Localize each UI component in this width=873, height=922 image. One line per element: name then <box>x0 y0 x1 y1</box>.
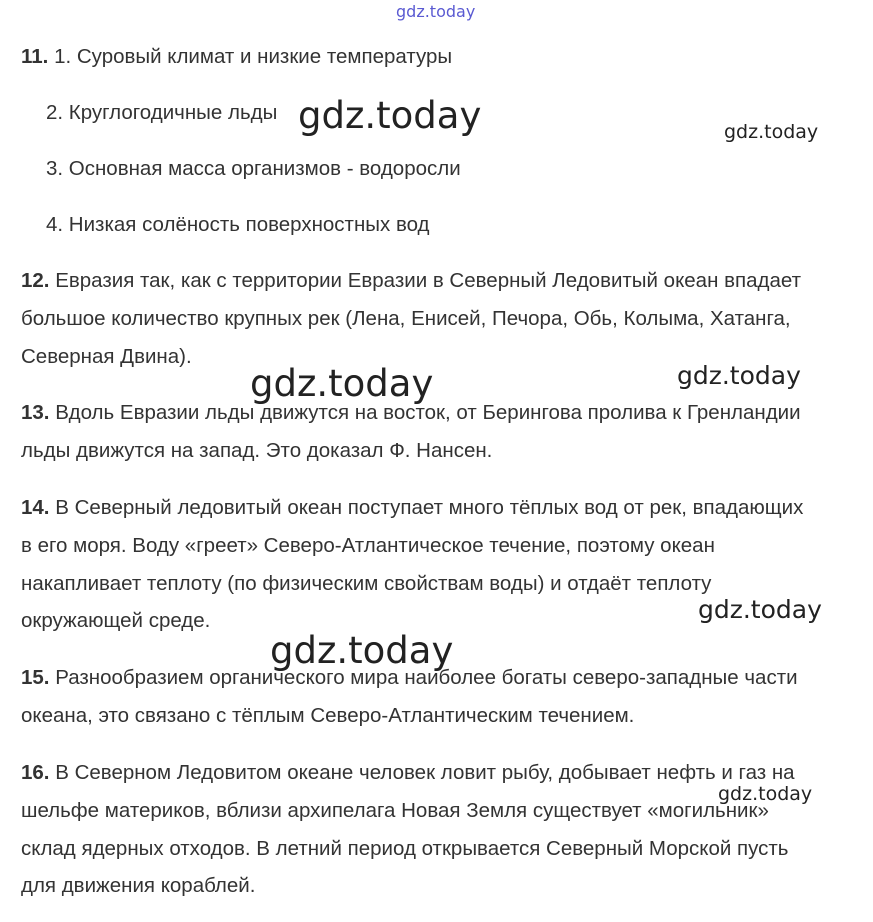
watermark-text: gdz.today <box>698 595 822 624</box>
answer-11-line-1 <box>21 45 452 69</box>
answer-text: В Северный ледовитый океан поступает много тёплых вод от рек, впадающих <box>55 496 804 519</box>
answer-number: 16. <box>21 761 50 784</box>
answer-16-line-3: склад ядерных отходов. В летний период открывается Северный Морской пусть <box>21 837 789 860</box>
answer-16-line-4: для движения кораблей. <box>21 874 256 897</box>
answer-12-line-2: большое количество крупных рек (Лена, Енисей, Печора, Обь, Колыма, Хатанга, <box>21 307 791 330</box>
answer-11-line-3: 3. Основная масса организмов - водоросли <box>46 157 461 180</box>
watermark-text: gdz.today <box>250 362 434 405</box>
answer-14-line-2: в его моря. Воду «греет» Северо-Атлантическое течение, поэтому океан <box>21 534 715 557</box>
answer-number: 15. <box>21 666 50 689</box>
answer-12-line-1 <box>21 269 801 293</box>
answer-text: Разнообразием органического мира наиболее богаты северо-западные части <box>55 666 798 689</box>
answer-13-line-1 <box>21 401 801 425</box>
answer-14-line-1 <box>21 496 803 520</box>
answer-11-line-4: 4. Низкая солёность поверхностных вод <box>46 213 430 236</box>
answer-14-line-4: окружающей среде. <box>21 609 211 632</box>
answer-12-line-3: Северная Двина). <box>21 345 192 368</box>
watermark-text: gdz.today <box>677 361 801 390</box>
answer-13-line-2: льды движутся на запад. Это доказал Ф. Нансен. <box>21 439 493 462</box>
answer-text: В Северном Ледовитом океане человек ловит рыбу, добывает нефть и газ на <box>55 761 795 784</box>
watermark-text: gdz.today <box>298 94 482 137</box>
watermark-text: gdz.today <box>270 629 454 672</box>
watermark-text: gdz.today <box>396 2 476 21</box>
answer-15-line-2: океана, это связано с тёплым Северо-Атлантическим течением. <box>21 704 635 727</box>
answer-15-line-1 <box>21 666 798 690</box>
answer-14-line-3: накапливает теплоту (по физическим свойствам воды) и отдаёт теплоту <box>21 572 712 595</box>
answer-11-line-2: 2. Круглогодичные льды <box>46 101 278 124</box>
watermark-text: gdz.today <box>718 783 813 805</box>
answer-16-line-1 <box>21 761 795 785</box>
answer-text: Евразия так, как с территории Евразии в Северный Ледовитый океан впадает <box>55 269 801 292</box>
answer-16-line-2: шельфе материков, вблизи архипелага Новая Земля существует «могильник» <box>21 799 769 822</box>
answer-number: 12. <box>21 269 50 292</box>
answer-number: 14. <box>21 496 50 519</box>
answer-number: 11. <box>21 45 49 68</box>
answer-number: 13. <box>21 401 50 424</box>
answer-text: 1. Суровый климат и низкие температуры <box>54 45 453 68</box>
watermark-text: gdz.today <box>724 121 819 143</box>
answer-text: Вдоль Евразии льды движутся на восток, от Берингова пролива к Гренландии <box>55 401 801 424</box>
